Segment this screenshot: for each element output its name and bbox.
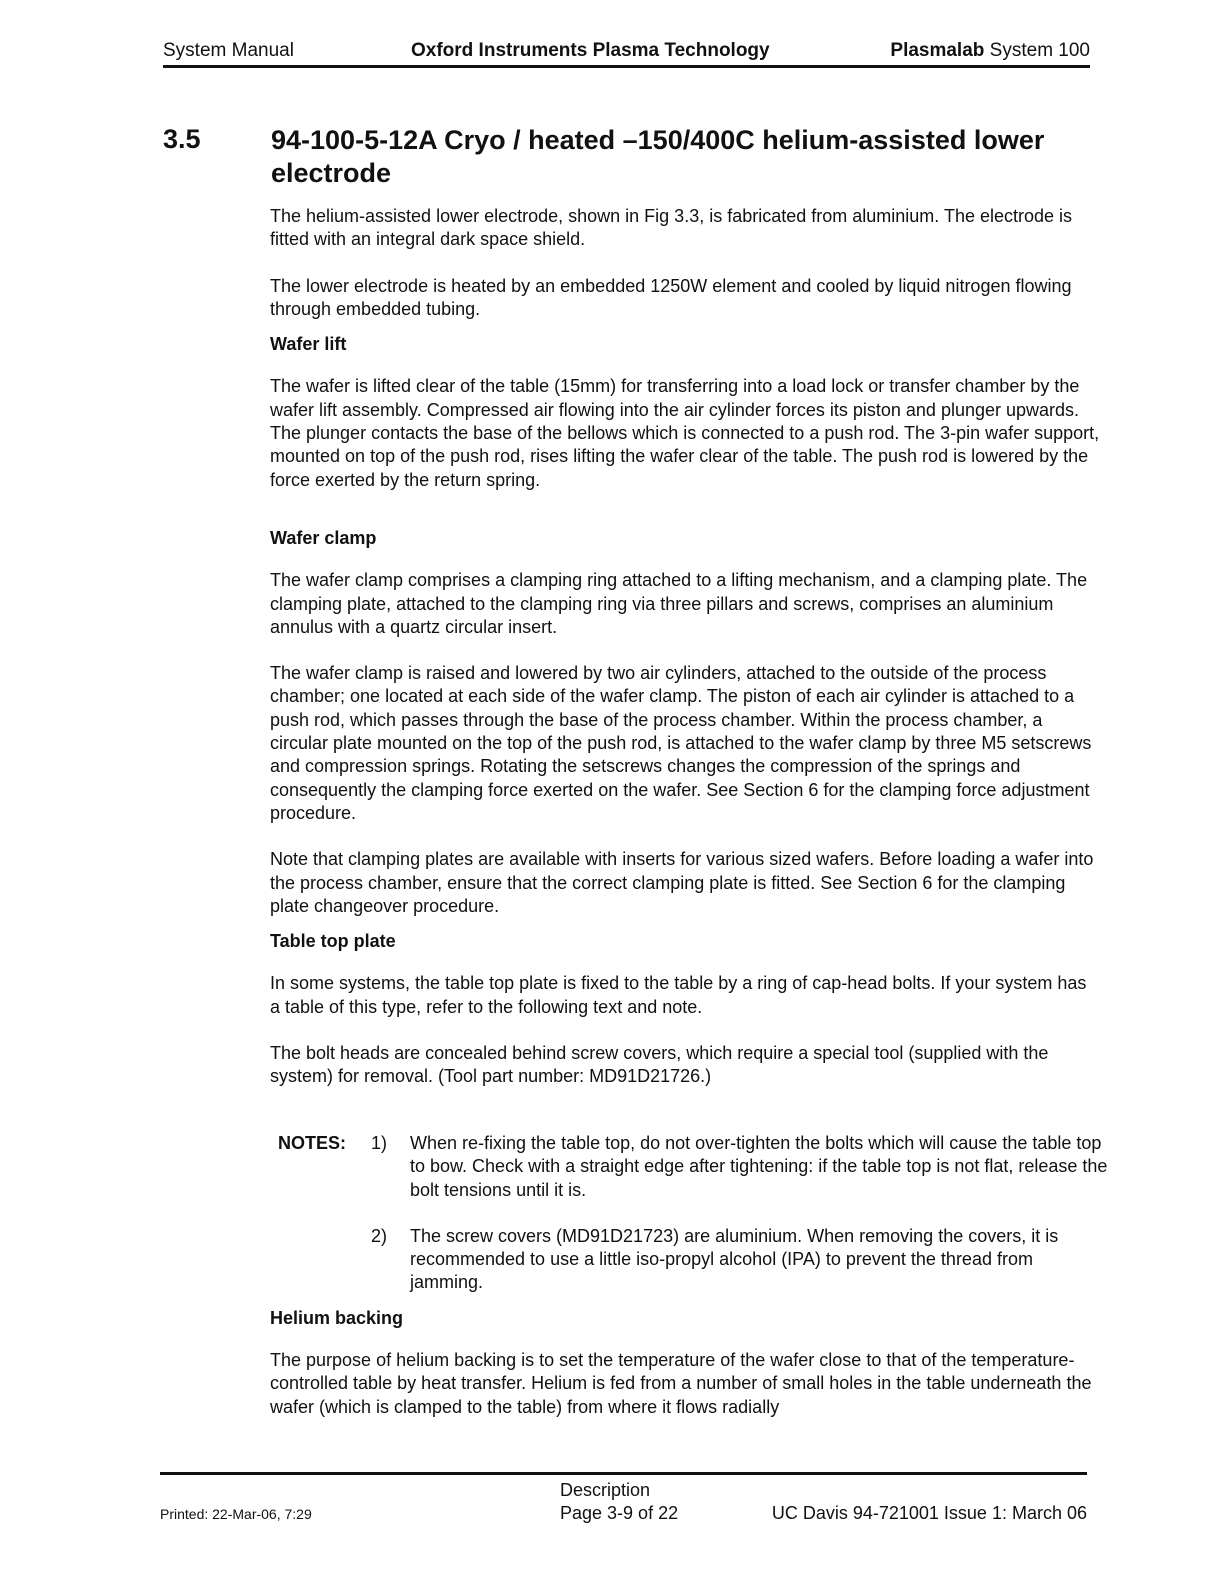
wafer-clamp-paragraph: Note that clamping plates are available with inserts for various sized wafers. Before loading a wafer into the process chamber, ensure that the correct clamping plate is fitted. See Section 6 for the clamping plate changeover procedure. [270, 849, 1094, 916]
footer-issue: UC Davis 94-721001 Issue 1: March 06 [771, 1503, 1087, 1523]
note-number: 1) [371, 1133, 388, 1153]
heading-helium-backing: Helium backing [270, 1307, 404, 1328]
note-text: The screw covers (MD91D21723) are aluminium. When removing the covers, it is recommended to use a little iso-propyl alcohol (IPA) to prevent the thread from jamming. [410, 1225, 1059, 1293]
notes-label: NOTES: [278, 1133, 347, 1153]
section-title: 94-100-5-12A Cryo / heated –150/400C helium-assisted lower electrode [271, 125, 1045, 188]
intro-paragraph: The helium-assisted lower electrode, shown in Fig 3.3, is fabricated from aluminium. The electrode is fitted with an integral dark space shield. [270, 206, 1073, 250]
notes-block [270, 1132, 1108, 1419]
header-manual-title: System Manual [163, 40, 294, 61]
heading-wafer-lift: Wafer lift [270, 334, 347, 355]
section-number: 3.5 [163, 124, 201, 154]
footer-divider [160, 1472, 1087, 1475]
document-body [270, 205, 1100, 1089]
table-top-paragraph: In some systems, the table top plate is fixed to the table by a ring of cap-head bolts. If your system has a table of this type, refer to the following text and note. [270, 973, 1087, 1017]
table-top-paragraph: The bolt heads are concealed behind screw covers, which require a special tool (supplied with the system) for removal. (Tool part number: MD91D21726.) [270, 1043, 1049, 1087]
footer-page-number: Page 3-9 of 22 [560, 1503, 679, 1523]
intro-paragraph: The lower electrode is heated by an embedded 1250W element and cooled by liquid nitrogen flowing through embedded tubing. [270, 275, 1072, 319]
footer-section-name: Description [560, 1480, 651, 1500]
heading-table-top-plate: Table top plate [270, 931, 396, 952]
note-number: 2) [371, 1225, 388, 1246]
header-product-brand: Plasmalab [890, 40, 985, 61]
wafer-lift-paragraph: The wafer is lifted clear of the table (15mm) for transferring into a load lock or transfer chamber by the wafer lift assembly. Compressed air flowing into the air cylinder forces its piston and plunger upwards. The plunger contacts the base of the bellows which is connected to a push rod. The 3-pin wafer support, mounted on top of the push rod, rises lifting the wafer clear of the table. The push rod is lowered by the force exerted by the return spring. [270, 376, 1100, 490]
footer-printed-date: Printed: 22-Mar-06, 7:29 [160, 1506, 312, 1522]
note-item [278, 1225, 1108, 1295]
helium-backing-section [270, 1307, 1100, 1419]
header-divider [163, 65, 1090, 68]
heading-wafer-clamp: Wafer clamp [270, 527, 377, 548]
note-text: When re-fixing the table top, do not over-tighten the bolts which will cause the table top to bow. Check with a straight edge after tightening: if the table top is not flat, release the bolt tensions until it is. [410, 1133, 1108, 1200]
page-header [163, 38, 1090, 66]
header-product [890, 40, 1090, 62]
wafer-clamp-paragraph: The wafer clamp comprises a clamping ring attached to a lifting mechanism, and a clamping plate. The clamping plate, attached to the clamping ring via three pillars and screws, comprises an aluminium annulus with a quartz circular insert. [270, 570, 1088, 637]
header-product-model: System 100 [984, 40, 1090, 61]
page-footer [160, 1478, 1087, 1538]
note-item [278, 1132, 1108, 1202]
header-company: Oxford Instruments Plasma Technology [411, 40, 770, 61]
wafer-clamp-paragraph: The wafer clamp is raised and lowered by two air cylinders, attached to the outside of the process chamber; one located at each side of the wafer clamp. The piston of each air cylinder is attached to a push rod, which passes through the base of the process chamber. Within the process chamber, a circular plate mounted on the top of the push rod, is attached to the wafer clamp by three M5 setscrews and compression springs. Rotating the setscrews changes the compression of the springs and consequently the clamping force exerted on the wafer. See Section 6 for the clamping force adjustment procedure. [270, 663, 1092, 823]
helium-backing-paragraph: The purpose of helium backing is to set the temperature of the wafer close to that of the temperature-controlled table by heat transfer. Helium is fed from a number of small holes in the table underneath the wafer (which is clamped to the table) from where it flows radially [270, 1350, 1092, 1417]
